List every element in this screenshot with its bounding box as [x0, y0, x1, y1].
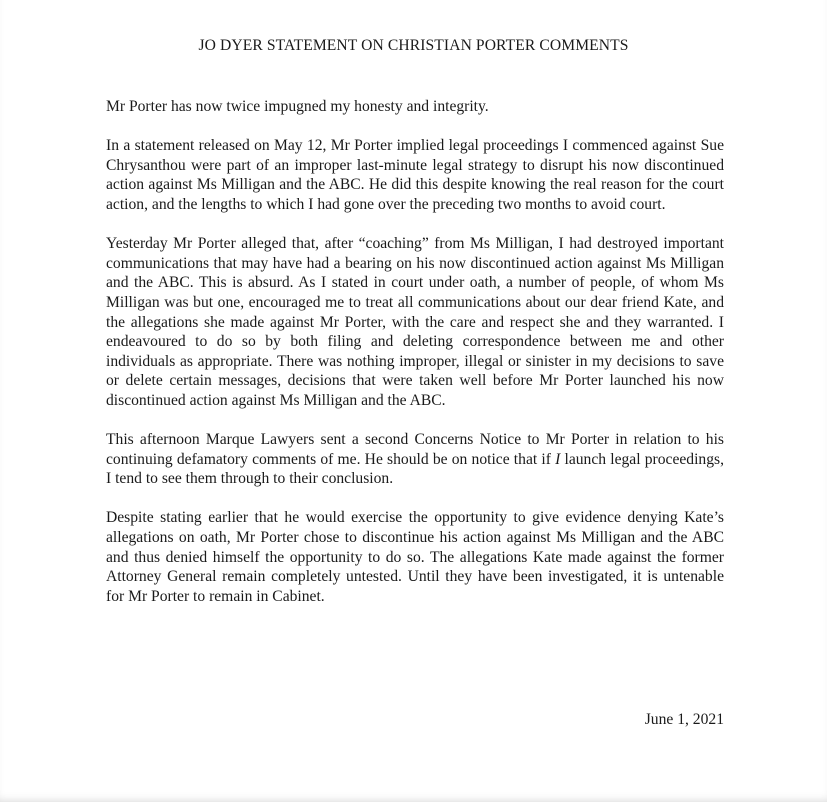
- paragraph-4-part-1: This afternoon Marque Lawyers sent a second Concerns Notice to Mr Porter in relation to his continuing defamatory comments of me. He should be on notice that if: [106, 431, 724, 468]
- paragraph-4-emphasis: I: [555, 450, 561, 468]
- statement-body: [106, 97, 724, 626]
- paragraph-2: In a statement released on May 12, Mr Porter implied legal proceedings I commenced against Sue Chrysanthou were part of an improper last-minute legal strategy to disrupt his now discontinued action against Ms Milligan and the ABC. He did this despite knowing the real reason for the court action, and the lengths to which I had gone over the preceding two months to avoid court.: [106, 137, 724, 213]
- paragraph-1: Mr Porter has now twice impugned my honesty and integrity.: [106, 98, 489, 115]
- document-title: JO DYER STATEMENT ON CHRISTIAN PORTER COMMENTS: [198, 37, 629, 54]
- paragraph-3: Yesterday Mr Porter alleged that, after “coaching” from Ms Milligan, I had destroyed important communications that may have had a bearing on his now discontinued action against Ms Milligan and the ABC. This is absurd. As I stated in court under oath, a number of people, of whom Ms Milligan was but one, encouraged me to treat all communications about our dear friend Kate, and the allegations she made against Mr Porter, with the care and respect she and they warranted. I endeavoured to do so by both filing and deleting correspondence between me and other individuals as appropriate. There was nothing improper, illegal or sinister in my decisions to save or delete certain messages, decisions that were taken well before Mr Porter launched his now discontinued action against Ms Milligan and the ABC.: [106, 235, 724, 409]
- statement-date: June 1, 2021: [644, 711, 724, 728]
- paragraph-4-part-2: launch legal proceedings, I tend to see them through to their conclusion.: [106, 450, 724, 488]
- paragraph-5: Despite stating earlier that he would exercise the opportunity to give evidence denying Kate’s allegations on oath, Mr Porter chose to discontinue his action against Ms Milligan and the ABC and thus denied himself the opportunity to do so. The allegations Kate made against the former Attorney General remain completely untested. Until they have been investigated, it is untenable for Mr Porter to remain in Cabinet.: [106, 509, 724, 605]
- paragraph-4: [106, 430, 724, 489]
